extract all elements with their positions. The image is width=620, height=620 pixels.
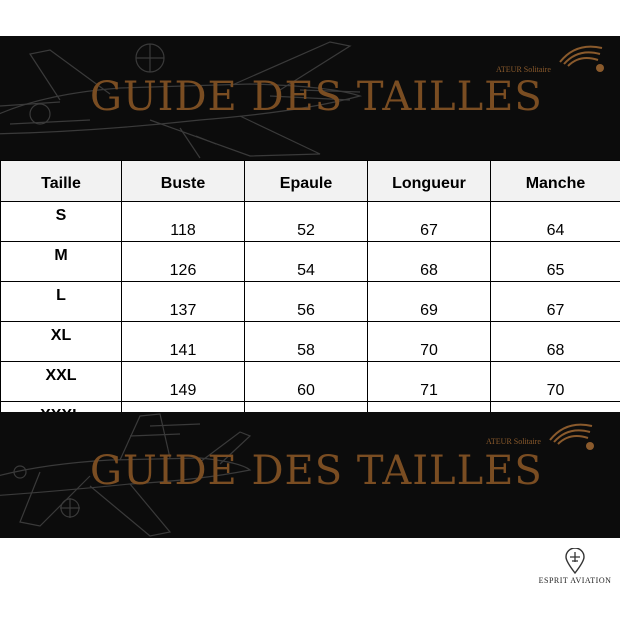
length-cell: 68 bbox=[368, 242, 491, 282]
size-table bbox=[0, 160, 620, 442]
size-cell: XL bbox=[1, 322, 122, 362]
page-title: GUIDE DES TAILLES bbox=[90, 74, 543, 120]
wings-logo-icon bbox=[558, 40, 608, 74]
size-cell: L bbox=[1, 282, 122, 322]
size-cell: XXL bbox=[1, 362, 122, 402]
table-header-row bbox=[1, 161, 620, 202]
shoulder-cell: 60 bbox=[245, 362, 368, 402]
logo-text: ESPRIT AVIATION bbox=[538, 576, 612, 585]
table-row bbox=[1, 362, 620, 402]
chest-cell: 137 bbox=[122, 282, 245, 322]
footer-title: GUIDE DES TAILLES bbox=[90, 448, 543, 494]
header-band bbox=[0, 36, 620, 160]
shoulder-cell: 54 bbox=[245, 242, 368, 282]
sleeve-cell: 70 bbox=[491, 362, 620, 402]
table-row bbox=[1, 202, 620, 242]
size-cell: M bbox=[1, 242, 122, 282]
chest-cell: 149 bbox=[122, 362, 245, 402]
chest-cell: 126 bbox=[122, 242, 245, 282]
brand-text: ATEUR Solitaire bbox=[496, 65, 551, 74]
sleeve-cell: 68 bbox=[491, 322, 620, 362]
chest-cell: 141 bbox=[122, 322, 245, 362]
size-cell: S bbox=[1, 202, 122, 242]
column-header-shoulder: Epaule bbox=[245, 161, 368, 202]
footer-band bbox=[0, 412, 620, 538]
plane-pin-icon bbox=[564, 548, 586, 574]
column-header-chest: Buste bbox=[122, 161, 245, 202]
length-cell: 69 bbox=[368, 282, 491, 322]
length-cell: 67 bbox=[368, 202, 491, 242]
column-header-length: Longueur bbox=[368, 161, 491, 202]
column-header-sleeve: Manche bbox=[491, 161, 620, 202]
esprit-aviation-logo bbox=[530, 548, 620, 585]
column-header-size: Taille bbox=[1, 161, 122, 202]
sleeve-cell: 67 bbox=[491, 282, 620, 322]
wings-logo-icon bbox=[548, 418, 598, 452]
shoulder-cell: 52 bbox=[245, 202, 368, 242]
table-row bbox=[1, 242, 620, 282]
length-cell: 71 bbox=[368, 362, 491, 402]
length-cell: 70 bbox=[368, 322, 491, 362]
sleeve-cell: 65 bbox=[491, 242, 620, 282]
table-row bbox=[1, 322, 620, 362]
brand-text: ATEUR Solitaire bbox=[486, 437, 541, 446]
shoulder-cell: 56 bbox=[245, 282, 368, 322]
table-row bbox=[1, 282, 620, 322]
chest-cell: 118 bbox=[122, 202, 245, 242]
shoulder-cell: 58 bbox=[245, 322, 368, 362]
sleeve-cell: 64 bbox=[491, 202, 620, 242]
